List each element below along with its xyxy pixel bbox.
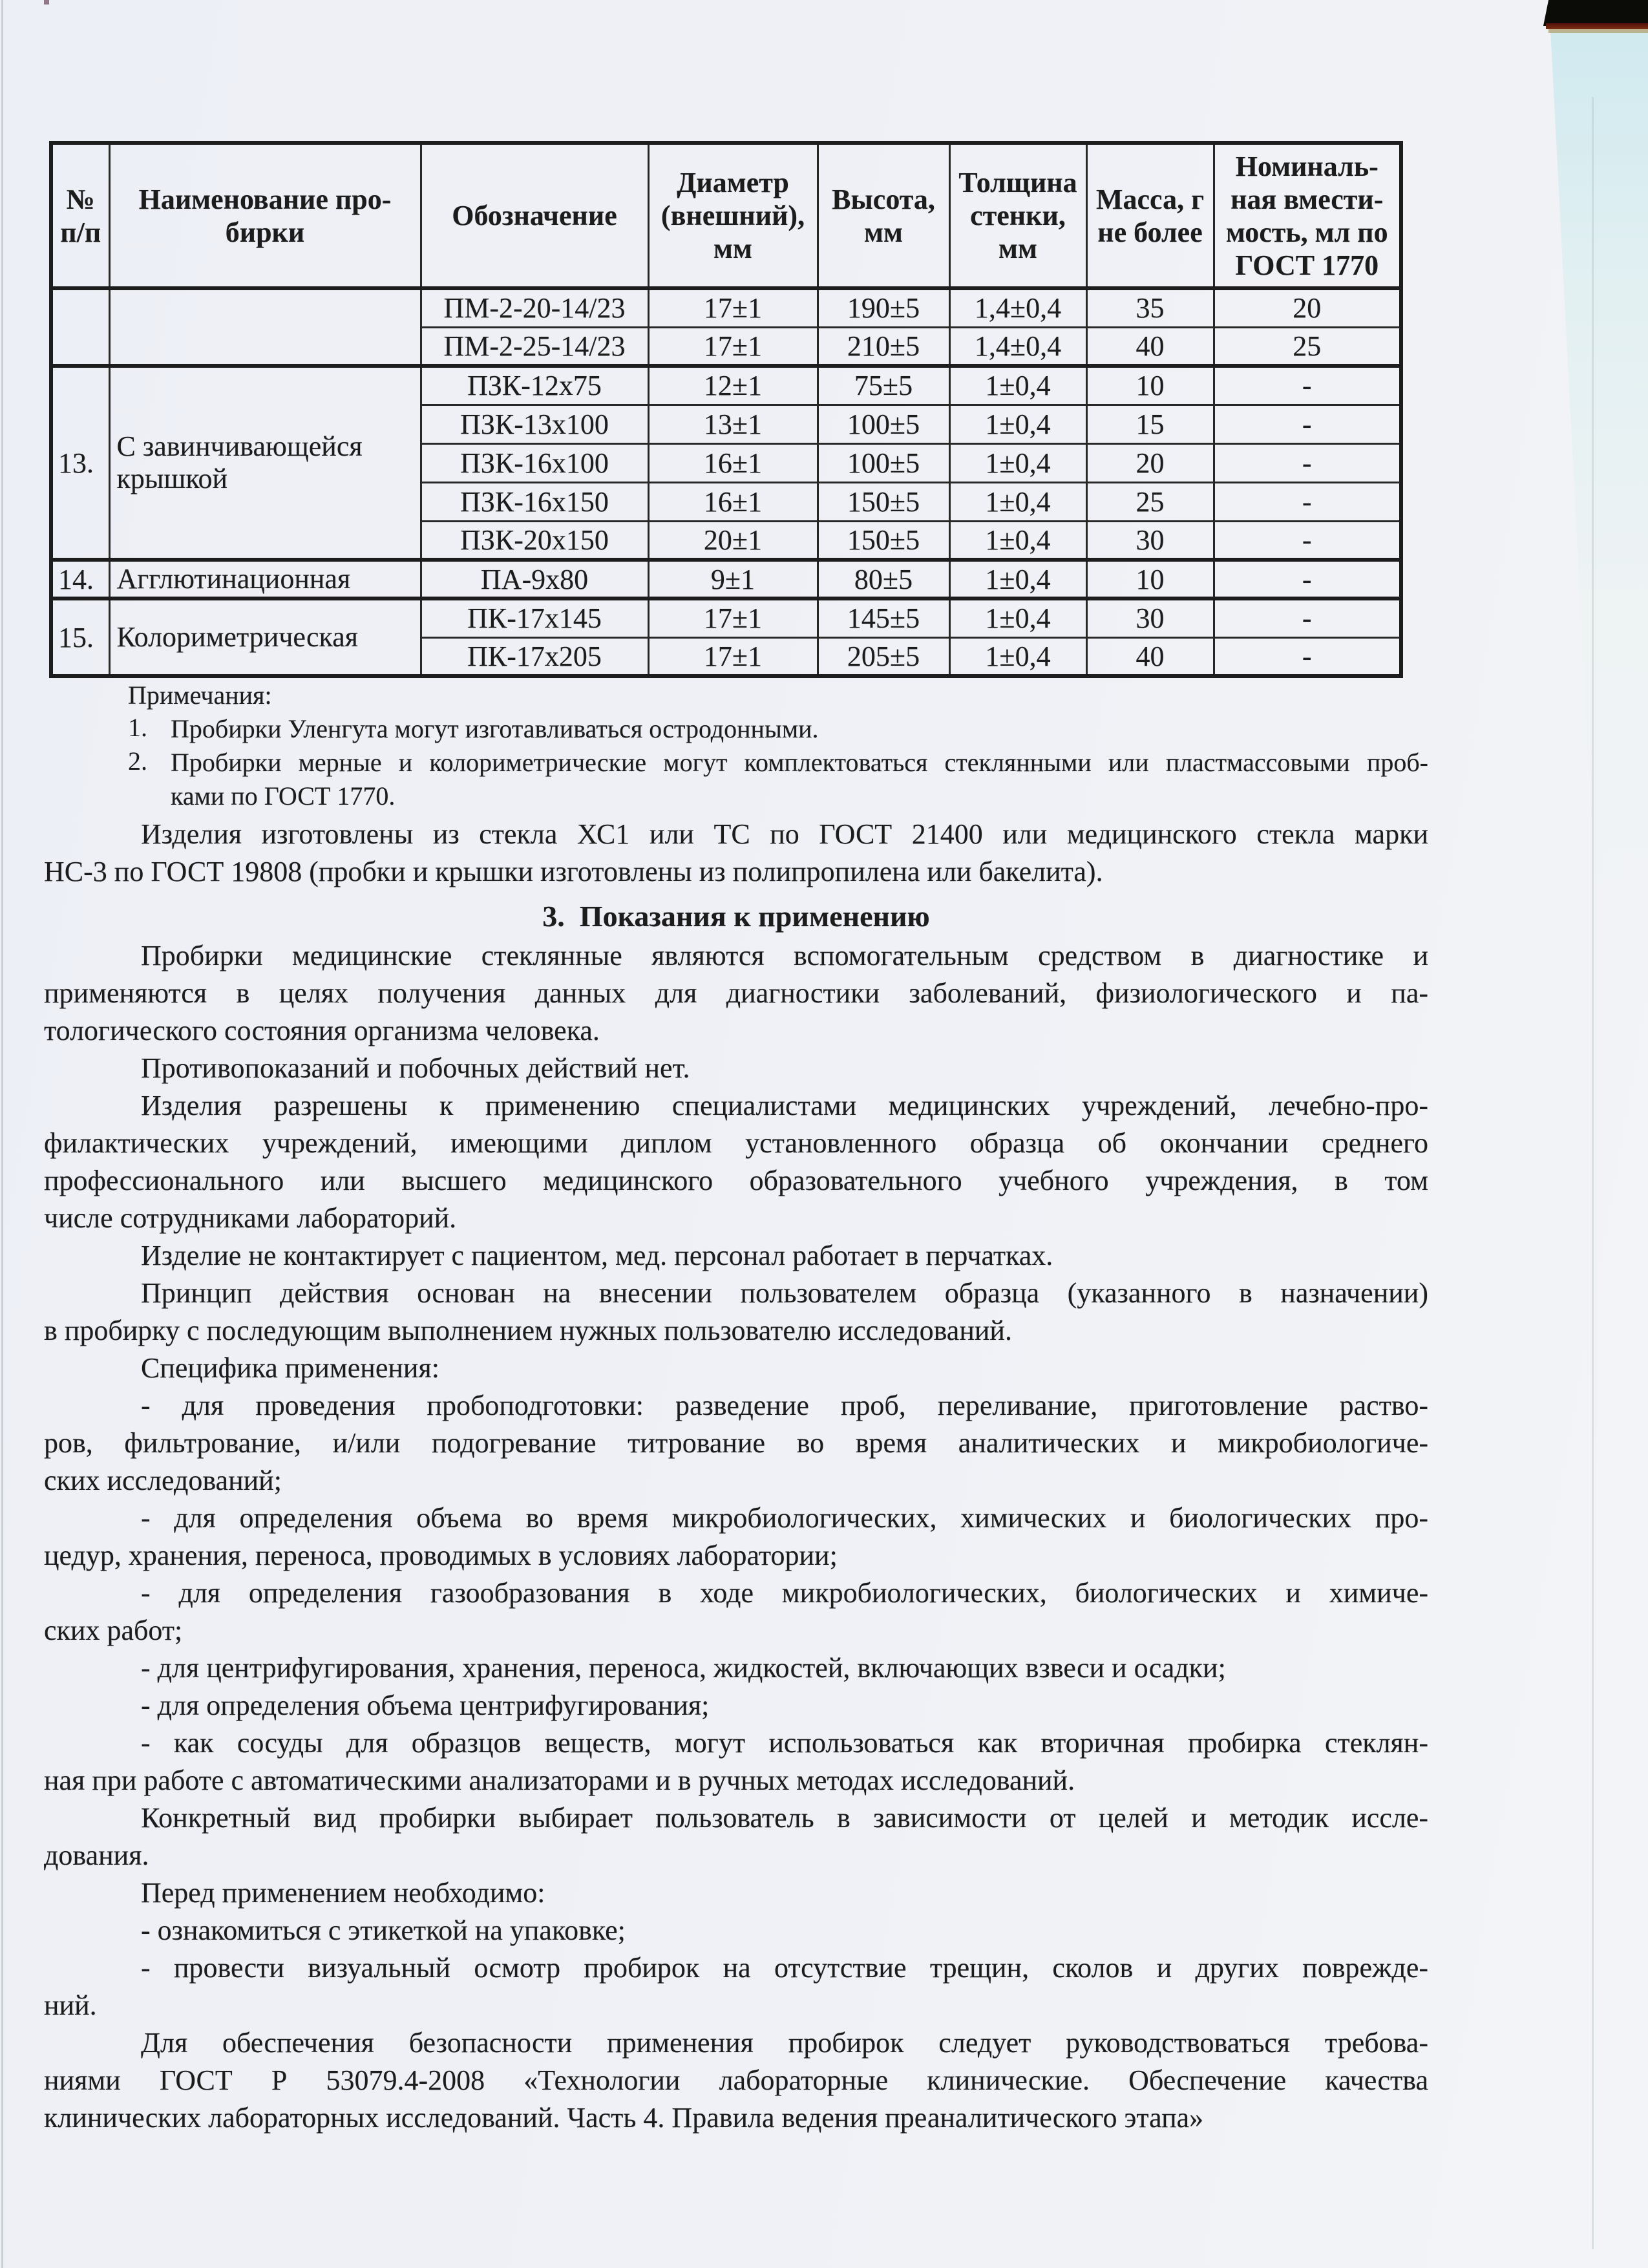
- table-cell: 1±0,4: [949, 366, 1086, 405]
- table-cell: ПЗК-16x100: [421, 443, 648, 482]
- table-cell: ПЗК-12x75: [421, 366, 648, 405]
- text-line: ских работ;: [44, 1615, 183, 1646]
- table-cell: 1,4±0,4: [949, 327, 1086, 366]
- col-header-designation: [421, 143, 648, 288]
- text-line: ная при работе с автоматическими анализаторами и в ручных методах исследований.: [44, 1765, 1075, 1796]
- table-cell: 20: [1214, 288, 1401, 327]
- col-header-mass: [1086, 143, 1214, 288]
- text-line: Изделия изготовлены из стекла ХС1 или ТС по ГОСТ 21400 или медицинского стекла марки: [141, 818, 1428, 850]
- table-cell: 35: [1086, 288, 1214, 327]
- table-cell: 25: [1214, 327, 1401, 366]
- table-cell: 20: [1086, 443, 1214, 482]
- paper-crease-line: [1592, 97, 1594, 2249]
- text-line: Конкретный вид пробирки выбирает пользователь в зависимости от целей и методик иссле-: [141, 1802, 1428, 1834]
- header-line: мм: [998, 233, 1037, 264]
- note-item: [44, 712, 1428, 746]
- table-cell: Колориметрическая: [109, 599, 421, 676]
- header-line: бирки: [225, 216, 305, 248]
- table-cell: 14.: [51, 560, 109, 599]
- notes-block: [44, 679, 1428, 813]
- table-row: [51, 599, 1401, 637]
- table-cell: ПК-17x145: [421, 599, 648, 637]
- header-line: мм: [713, 233, 752, 264]
- table-cell: 1±0,4: [949, 521, 1086, 560]
- text-line: ниями ГОСТ Р 53079.4-2008 «Технологии лабораторные клинические. Обеспечение качества: [44, 2064, 1428, 2096]
- note-line: ками по ГОСТ 1770.: [171, 781, 396, 811]
- table-cell: 10: [1086, 366, 1214, 405]
- header-line: п/п: [60, 216, 101, 248]
- text-line: числе сотрудниками лабораторий.: [44, 1202, 457, 1234]
- text-line: Перед применением необходимо:: [141, 1877, 545, 1909]
- table-cell: 13.: [51, 366, 109, 560]
- table-cell: 75±5: [818, 366, 949, 405]
- text-line: - как сосуды для образцов веществ, могут использоваться как вторичная пробирка стеклян-: [141, 1727, 1428, 1759]
- table-cell: 15: [1086, 405, 1214, 443]
- scan-edge-red-line: [1546, 23, 1648, 29]
- header-line: ная вмести-: [1231, 183, 1384, 215]
- table-cell: ПА-9x80: [421, 560, 648, 599]
- note-line: Пробирки Уленгута могут изготавливаться остродонными.: [171, 714, 819, 743]
- table-cell: -: [1214, 599, 1401, 637]
- table-cell: -: [1214, 482, 1401, 521]
- table-cell: 17±1: [648, 327, 818, 366]
- table-cell: 100±5: [818, 443, 949, 482]
- text-line: - для проведения пробоподготовки: разведение проб, переливание, приготовление раство-: [141, 1390, 1428, 1421]
- note-number: 1.: [128, 713, 147, 742]
- text-line: профессионального или высшего медицинского образовательного учебного учреждения, в том: [44, 1165, 1428, 1196]
- table-cell: ПМ-2-25-14/23: [421, 327, 648, 366]
- col-header-num: [51, 143, 109, 288]
- text-line: Для обеспечения безопасности применения пробирок следует руководствоваться требова-: [141, 2027, 1428, 2059]
- scan-speck: [44, 0, 49, 5]
- text-line: - для определения газообразования в ходе микробиологических, биологических и химиче-: [141, 1577, 1428, 1609]
- text-line: Специфика применения:: [141, 1352, 439, 1384]
- col-header-height: [818, 143, 949, 288]
- table-cell: 17±1: [648, 599, 818, 637]
- table-cell: 80±5: [818, 560, 949, 599]
- table-cell: 145±5: [818, 599, 949, 637]
- text-line: - для определения объема центрифугирования;: [141, 1690, 710, 1721]
- text-line: применяются в целях получения данных для диагностики заболеваний, физиологического и па-: [44, 977, 1428, 1009]
- table-cell: [109, 288, 421, 366]
- note-item: [44, 746, 1428, 813]
- text-line: дования.: [44, 1839, 149, 1871]
- header-row: [51, 143, 1401, 288]
- col-header-diameter: [648, 143, 818, 288]
- header-line: мость, мл по: [1225, 216, 1388, 248]
- text-line: - провести визуальный осмотр пробирок на отсутствие трещин, сколов и других поврежде-: [141, 1952, 1428, 1984]
- text-line: цедур, хранения, переноса, проводимых в условиях лаборатории;: [44, 1540, 838, 1571]
- table-cell: -: [1214, 405, 1401, 443]
- table-cell: 100±5: [818, 405, 949, 443]
- header-line: (внешний),: [660, 200, 805, 231]
- table-cell: 205±5: [818, 637, 949, 676]
- text-line: ских исследований;: [44, 1465, 282, 1496]
- section-heading: 3. Показания к применению: [542, 900, 930, 933]
- table-cell: 40: [1086, 327, 1214, 366]
- header-line: не более: [1097, 216, 1203, 248]
- header-line: Обозначение: [452, 200, 617, 231]
- text-line: Пробирки медицинские стеклянные являются вспомогательным средством в диагностике и: [141, 940, 1428, 971]
- header-line: №: [66, 183, 95, 215]
- table-cell: 1±0,4: [949, 443, 1086, 482]
- header-line: Высота,: [832, 183, 935, 215]
- table-cell: 30: [1086, 599, 1214, 637]
- text-line: - для определения объема во время микробиологических, химических и биологических про-: [141, 1502, 1428, 1534]
- text-line: филактических учреждений, имеющими диплом установленного образца об окончании среднего: [44, 1127, 1428, 1159]
- table-cell: 9±1: [648, 560, 818, 599]
- table-cell: 210±5: [818, 327, 949, 366]
- table-cell: ПЗК-20x150: [421, 521, 648, 560]
- table-row: [51, 366, 1401, 405]
- table-cell: 30: [1086, 521, 1214, 560]
- table-cell: 16±1: [648, 443, 818, 482]
- table-row: [51, 288, 1401, 327]
- table-cell: 17±1: [648, 288, 818, 327]
- col-header-capacity: [1214, 143, 1401, 288]
- scan-edge-tan-line: [1548, 29, 1648, 33]
- table-cell: 16±1: [648, 482, 818, 521]
- note-line: Пробирки мерные и колориметрические могут комплектоваться стеклянными или пластмассовыми проб-: [171, 748, 1428, 777]
- header-line: Толщина: [958, 167, 1077, 198]
- text-line: в пробирку с последующим выполнением нужных пользователю исследований.: [44, 1315, 1012, 1346]
- materials-paragraph: [44, 816, 1428, 891]
- scanner-corner-shadow: [1543, 0, 1648, 26]
- tubes-spec-table: [49, 141, 1403, 678]
- text-line: - ознакомиться с этикеткой на упаковке;: [141, 1914, 626, 1946]
- scanner-glass-strip: [1550, 17, 1648, 922]
- table-cell: 1±0,4: [949, 637, 1086, 676]
- header-line: Диаметр: [677, 167, 789, 198]
- col-header-name: [109, 143, 421, 288]
- table-cell: 190±5: [818, 288, 949, 327]
- table-cell: 1,4±0,4: [949, 288, 1086, 327]
- header-line: ГОСТ 1770: [1235, 249, 1379, 281]
- table-cell: 20±1: [648, 521, 818, 560]
- header-line: мм: [864, 216, 903, 248]
- table-row: [51, 560, 1401, 599]
- text-line: НС-3 по ГОСТ 19808 (пробки и крышки изготовлены из полипропилена или бакелита).: [44, 856, 1103, 887]
- text-line: ров, фильтрование, и/или подогревание титрование во время аналитических и микробиологиче-: [44, 1427, 1428, 1459]
- text-line: тологического состояния организма человека.: [44, 1015, 600, 1046]
- table-cell: [51, 288, 109, 366]
- text-line: Изделие не контактирует с пациентом, мед. персонал работает в перчатках.: [141, 1240, 1053, 1271]
- table-cell: 15.: [51, 599, 109, 676]
- col-header-wall: [949, 143, 1086, 288]
- text-line: - для центрифугирования, хранения, переноса, жидкостей, включающих взвеси и осадки;: [141, 1652, 1226, 1684]
- text-line: Изделия разрешены к применению специалистами медицинских учреждений, лечебно-про-: [141, 1090, 1428, 1121]
- note-number: 2.: [128, 747, 147, 776]
- text-line: клинических лабораторных исследований. Часть 4. Правила ведения преаналитического этапа»: [44, 2102, 1204, 2134]
- header-line: Масса, г: [1095, 183, 1205, 215]
- body-text-block: [44, 937, 1428, 2137]
- table-cell: Агглютинационная: [109, 560, 421, 599]
- header-line: Наименование про-: [138, 183, 392, 215]
- header-line: Номиналь-: [1235, 150, 1379, 182]
- paper-left-edge-line: [1, 0, 3, 2268]
- table-cell: -: [1214, 443, 1401, 482]
- table-cell: 13±1: [648, 405, 818, 443]
- table-cell: 1±0,4: [949, 599, 1086, 637]
- text-line: Принцип действия основан на внесении пользователем образца (указанного в назначении): [141, 1277, 1428, 1309]
- table-cell: 25: [1086, 482, 1214, 521]
- header-line: стенки,: [970, 200, 1066, 231]
- table-cell: 1±0,4: [949, 560, 1086, 599]
- table-cell: -: [1214, 637, 1401, 676]
- table-cell: 150±5: [818, 521, 949, 560]
- table-cell: 1±0,4: [949, 405, 1086, 443]
- table-cell: 12±1: [648, 366, 818, 405]
- text-line: ний.: [44, 1989, 97, 2021]
- table-cell: ПЗК-13x100: [421, 405, 648, 443]
- table-cell: -: [1214, 521, 1401, 560]
- table-cell: С завинчивающейся крышкой: [109, 366, 421, 560]
- table-cell: 17±1: [648, 637, 818, 676]
- table-cell: -: [1214, 560, 1401, 599]
- table-cell: ПЗК-16x150: [421, 482, 648, 521]
- table-cell: ПМ-2-20-14/23: [421, 288, 648, 327]
- table-cell: 40: [1086, 637, 1214, 676]
- table-cell: 150±5: [818, 482, 949, 521]
- table-cell: ПК-17x205: [421, 637, 648, 676]
- table-cell: 10: [1086, 560, 1214, 599]
- table-cell: 1±0,4: [949, 482, 1086, 521]
- notes-title: Примечания:: [128, 681, 272, 710]
- text-line: Противопоказаний и побочных действий нет.: [141, 1052, 690, 1084]
- table-cell: -: [1214, 366, 1401, 405]
